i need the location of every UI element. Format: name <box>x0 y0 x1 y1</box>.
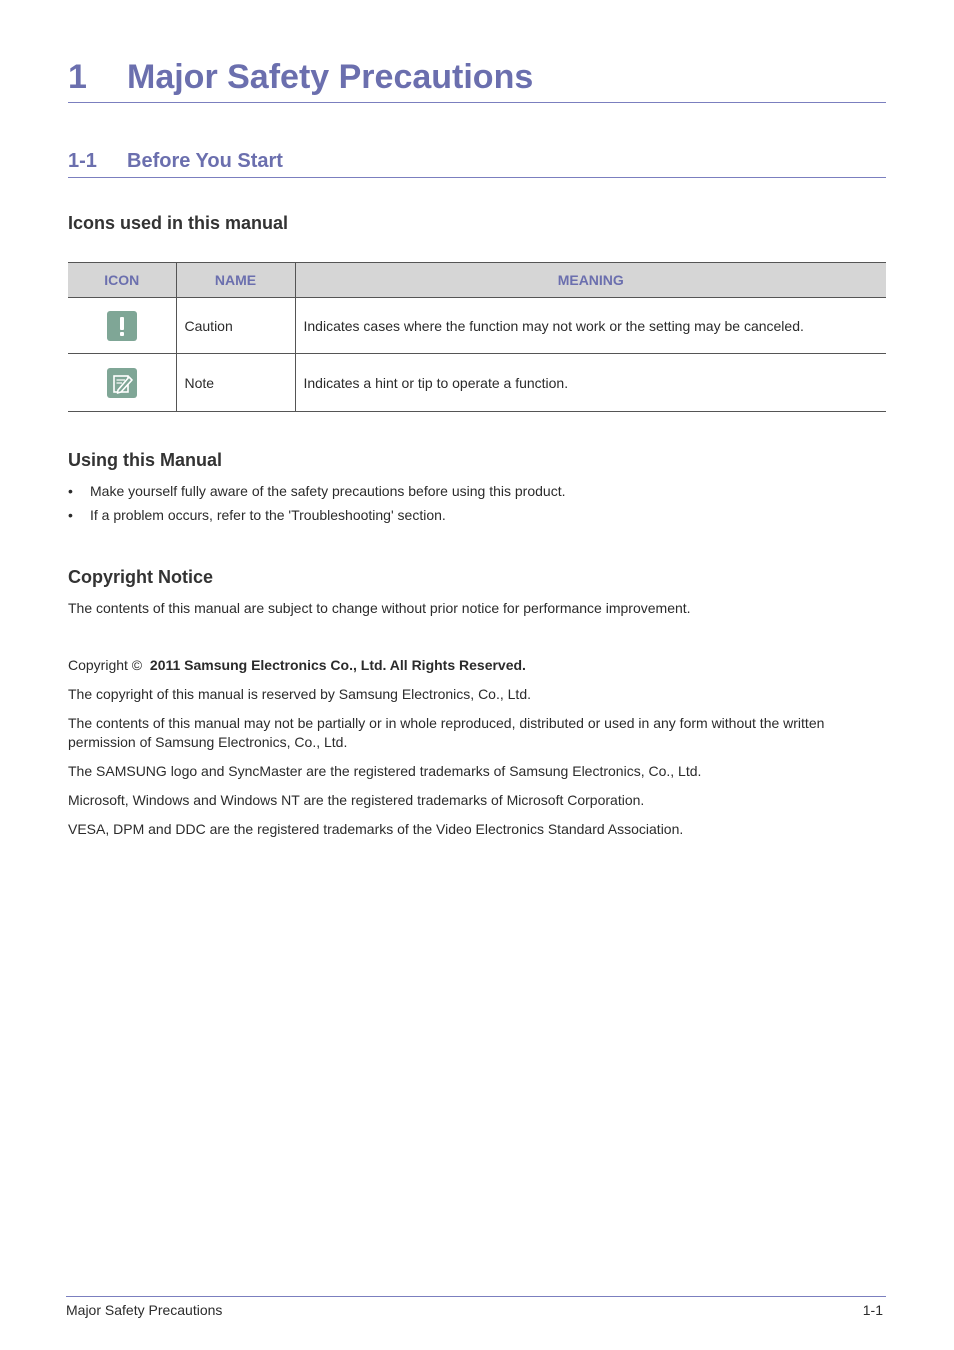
footer-page-number: 1-1 <box>862 1302 883 1318</box>
copyright-paragraph: The contents of this manual may not be partially or in whole reproduced, distributed or used in any form without the written permission of Samsung Electronics, Co., Ltd. <box>68 715 825 750</box>
copyright-paragraph: The copyright of this manual is reserved by Samsung Electronics, Co., Ltd. <box>68 686 531 702</box>
bullet-marker: • <box>68 507 73 523</box>
list-item <box>68 481 565 505</box>
copyright-intro: The contents of this manual are subject to change without prior notice for performance improvement. <box>68 600 691 616</box>
table-row <box>68 298 886 354</box>
list-item <box>68 505 565 529</box>
name-cell: Caution <box>176 298 295 354</box>
list-item-text: Make yourself fully aware of the safety precautions before using this product. <box>90 483 566 499</box>
chapter-number: 1 <box>68 58 87 96</box>
list-item-text: If a problem occurs, refer to the 'Troubleshooting' section. <box>90 507 446 523</box>
note-icon <box>107 368 137 398</box>
footer-chapter: Major Safety Precautions <box>66 1302 223 1318</box>
icons-table <box>68 262 886 412</box>
caution-icon <box>107 311 137 341</box>
icon-cell <box>68 354 176 412</box>
name-cell: Note <box>176 354 295 412</box>
chapter-title-text: Major Safety Precautions <box>127 58 534 96</box>
meaning-cell: Indicates cases where the function may not work or the setting may be canceled. <box>295 298 886 354</box>
copyright-owner: 2011 Samsung Electronics Co., Ltd. All Rights Reserved. <box>149 657 526 673</box>
page-footer <box>66 1296 886 1325</box>
bullet-marker: • <box>68 483 73 499</box>
section-title-text: Before You Start <box>127 150 283 172</box>
icons-heading: Icons used in this manual <box>68 213 289 233</box>
copyright-heading: Copyright Notice <box>68 567 214 587</box>
chapter-title <box>68 56 886 103</box>
icon-cell <box>68 298 176 354</box>
section-title <box>68 149 886 178</box>
copyright-paragraph: Microsoft, Windows and Windows NT are the registered trademarks of Microsoft Corporation. <box>68 792 645 808</box>
header-meaning: MEANING <box>295 263 886 298</box>
copyright-paragraph: VESA, DPM and DDC are the registered trademarks of the Video Electronics Standard Association. <box>68 821 684 837</box>
using-manual-list <box>68 481 565 529</box>
table-row <box>68 354 886 412</box>
copyright-line <box>68 656 886 675</box>
copyright-prefix: Copyright © <box>68 657 143 673</box>
header-name: NAME <box>176 263 295 298</box>
table-header-row <box>68 263 886 298</box>
copyright-paragraph: The SAMSUNG logo and SyncMaster are the registered trademarks of Samsung Electronics, Co., Ltd. <box>68 763 702 779</box>
section-number: 1-1 <box>68 150 97 172</box>
meaning-cell: Indicates a hint or tip to operate a function. <box>295 354 886 412</box>
using-manual-heading: Using this Manual <box>68 450 223 470</box>
header-icon: ICON <box>68 263 176 298</box>
